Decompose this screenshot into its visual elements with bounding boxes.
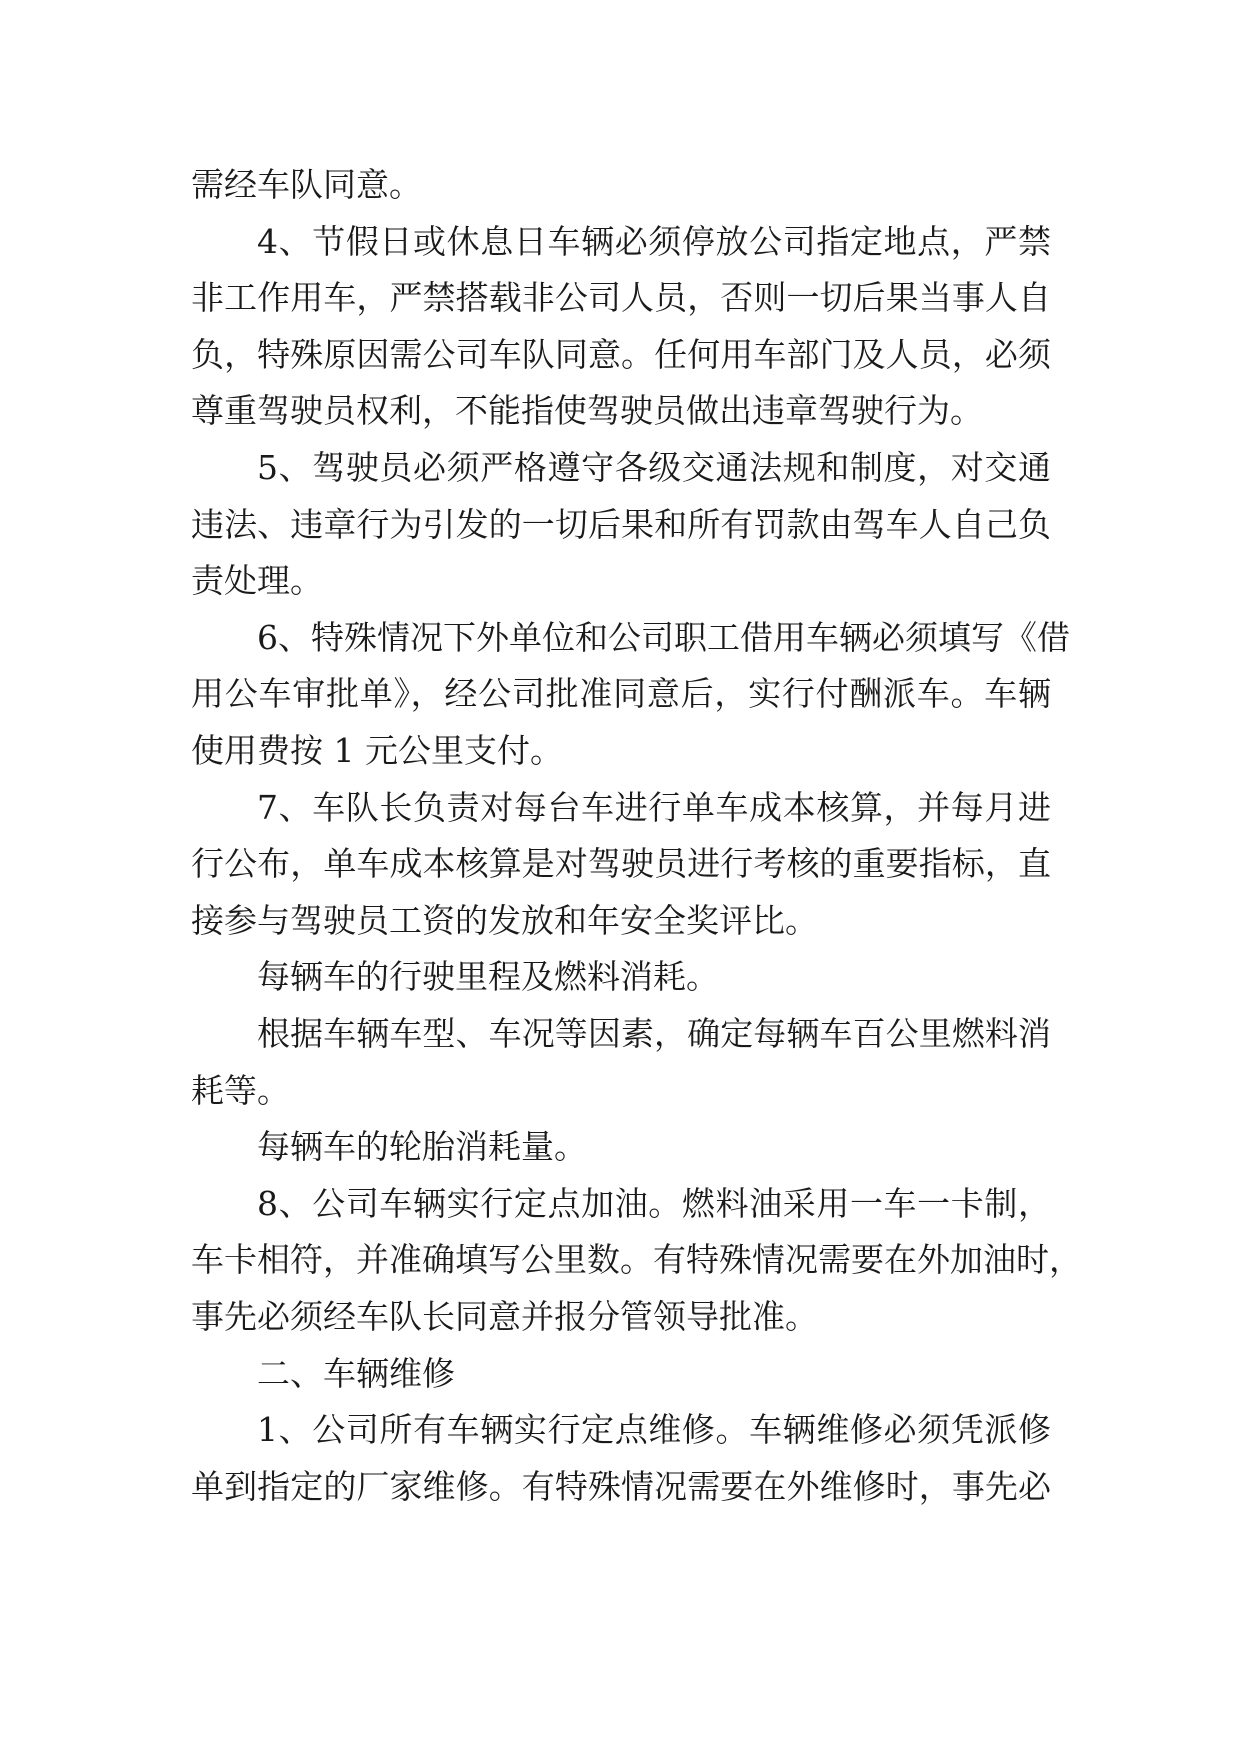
- text-line: 使用费按 1 元公里支付。: [191, 731, 563, 770]
- text-line: 每辆车的轮胎消耗量。: [257, 1127, 587, 1166]
- text-line: 接参与驾驶员工资的发放和年安全奖评比。: [191, 901, 818, 940]
- text-line: 5、驾驶员必须严格遵守各级交通法规和制度，对交通: [257, 448, 1051, 487]
- text-line: 责处理。: [191, 561, 323, 600]
- text-line: 事先必须经车队长同意并报分管领导批准。: [191, 1297, 818, 1336]
- text-line: 耗等。: [191, 1071, 290, 1110]
- text-line: 6、特殊情况下外单位和公司职工借用车辆必须填写《借: [257, 618, 1070, 657]
- text-line: 1、公司所有车辆实行定点维修。车辆维修必须凭派修: [257, 1410, 1051, 1449]
- text-line: 4、节假日或休息日车辆必须停放公司指定地点，严禁: [257, 222, 1051, 261]
- text-line: 每辆车的行驶里程及燃料消耗。: [257, 957, 719, 996]
- text-line: 行公布，单车成本核算是对驾驶员进行考核的重要指标，直: [191, 844, 1051, 883]
- text-line: 尊重驾驶员权利，不能指使驾驶员做出违章驾驶行为。: [191, 391, 983, 430]
- text-line: 单到指定的厂家维修。有特殊情况需要在外维修时，事先必: [191, 1467, 1051, 1506]
- text-line: 8、公司车辆实行定点加油。燃料油采用一车一卡制，: [257, 1184, 1051, 1223]
- text-line: 7、车队长负责对每台车进行单车成本核算，并每月进: [257, 788, 1051, 827]
- text-line: 非工作用车，严禁搭载非公司人员，否则一切后果当事人自: [191, 278, 1051, 317]
- text-line: 违法、违章行为引发的一切后果和所有罚款由驾车人自己负: [191, 505, 1051, 544]
- text-line: 车卡相符，并准确填写公里数。有特殊情况需要在外加油时，: [191, 1240, 1082, 1279]
- text-line: 根据车辆车型、车况等因素，确定每辆车百公里燃料消: [257, 1014, 1051, 1053]
- section-heading: 二、车辆维修: [257, 1354, 455, 1393]
- text-line: 用公车审批单》，经公司批准同意后，实行付酬派车。车辆: [191, 674, 1051, 713]
- text-line: 负，特殊原因需公司车队同意。任何用车部门及人员，必须: [191, 335, 1051, 374]
- text-line: 需经车队同意。: [191, 165, 422, 204]
